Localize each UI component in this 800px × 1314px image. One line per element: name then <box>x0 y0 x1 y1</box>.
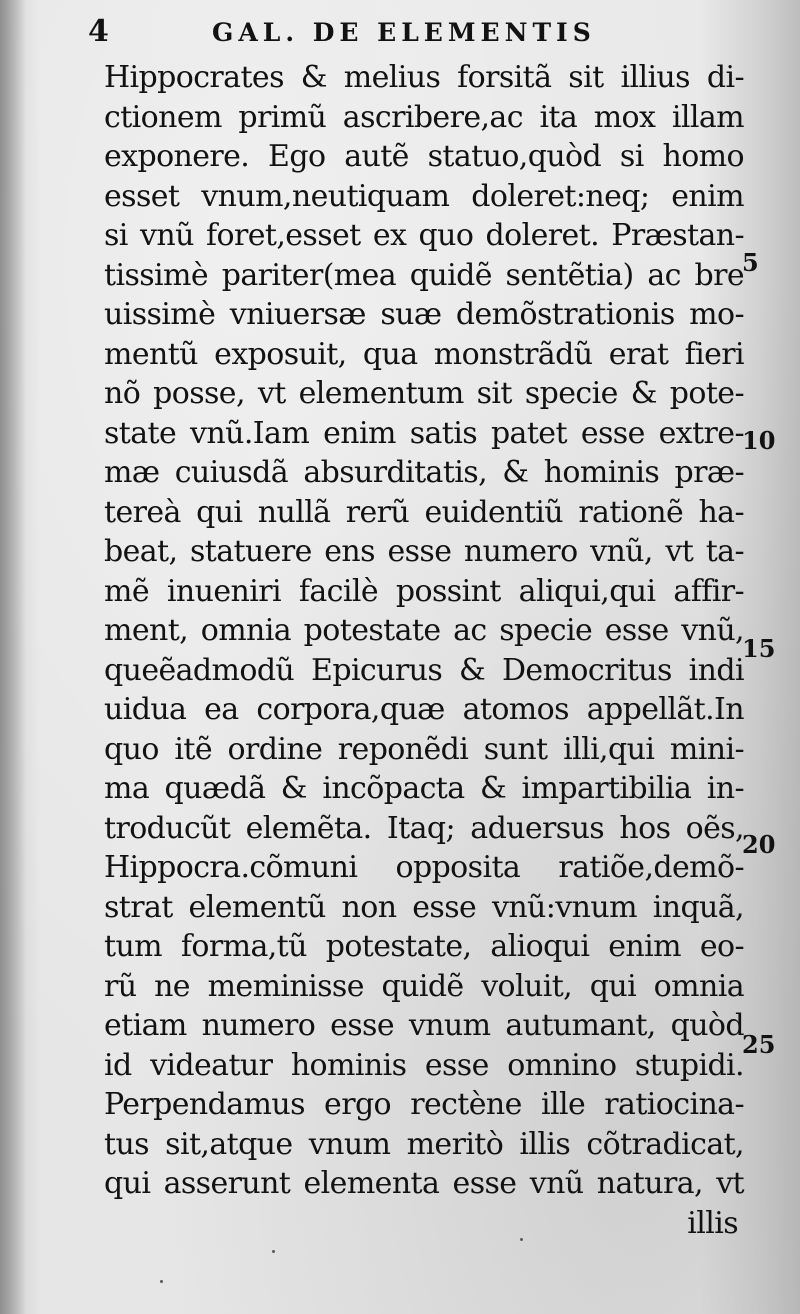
folio-number: 4 <box>88 14 109 49</box>
catchword: illis <box>687 1205 738 1241</box>
text-line: uissimè vniuersæ suæ demõstrationis mo- <box>104 297 744 332</box>
text-line: ctionem primũ ascribere,ac ita mox illam <box>104 99 744 135</box>
text-line: tereà qui nullã rerũ euidentiũ rationẽ ha- <box>104 494 744 530</box>
text-line: exponere. Ego autẽ statuo,quòd si homo <box>104 139 744 174</box>
text-line: ma quædã & incõpacta & impartibilia in- <box>104 771 744 806</box>
paper-speck <box>520 1238 523 1241</box>
text-line: ment, omnia potestate ac specie esse vnũ, <box>104 613 744 648</box>
text-line: uidua ea corpora,quæ atomos appellãt.In <box>104 692 744 727</box>
running-head: GAL. DE ELEMENTIS <box>212 18 596 47</box>
text-line: mẽ inueniri facilè possint aliqui,qui affir- <box>104 573 744 609</box>
text-line: id videatur hominis esse omnino stupidi. <box>104 1047 744 1083</box>
text-line: nõ posse, vt elementum sit specie & pote- <box>104 376 744 411</box>
text-line: tus sit,atque vnum meritò illis cõtradicat, <box>104 1126 744 1162</box>
text-line: queẽadmodũ Epicurus & Democritus indi <box>104 652 744 688</box>
text-block <box>104 58 744 1243</box>
margin-line-number: 15 <box>742 634 776 663</box>
text-line: quo itẽ ordine reponẽdi sunt illi,qui mini- <box>104 731 744 767</box>
text-line: si vnũ foret,esset ex quo doleret. Præstan- <box>104 218 744 253</box>
text-line: Hippocrates & melius forsitã sit illius di- <box>104 60 744 95</box>
text-line: qui asserunt elementa esse vnũ natura, vt <box>104 1166 744 1201</box>
paper-speck <box>160 1280 163 1283</box>
text-line: strat elementũ non esse vnũ:vnum inquã, <box>104 889 744 925</box>
page-header <box>88 14 728 54</box>
margin-line-number: 20 <box>742 830 776 859</box>
margin-line-number: 10 <box>742 426 776 455</box>
text-line: rũ ne meminisse quidẽ voluit, qui omnia <box>104 968 744 1004</box>
text-line: esset vnum,neutiquam doleret:neq; enim <box>104 178 744 214</box>
gutter-shadow <box>0 0 26 1314</box>
text-line: tum forma,tũ potestate, alioqui enim eo- <box>104 929 744 964</box>
margin-line-number: 5 <box>742 248 759 277</box>
text-line: etiam numero esse vnum autumant, quòd <box>104 1008 744 1043</box>
text-line: Hippocra.cõmuni opposita ratiõe,demõ- <box>104 850 744 885</box>
paper-speck <box>272 1250 275 1253</box>
text-line: mentũ exposuit, qua monstrãdũ erat fieri <box>104 336 744 372</box>
text-line: beat, statuere ens esse numero vnũ, vt ta- <box>104 534 744 569</box>
margin-line-number: 25 <box>742 1030 776 1059</box>
text-line: mæ cuiusdã absurditatis, & hominis præ- <box>104 455 744 490</box>
line-number-margin <box>738 0 800 1314</box>
text-line: troducũt elemẽta. Itaq; aduersus hos oẽs, <box>104 810 744 846</box>
text-line: state vnũ.Iam enim satis patet esse extre- <box>104 415 744 451</box>
text-line: tissimè pariter(mea quidẽ sentẽtia) ac bre <box>104 257 744 293</box>
text-line: Perpendamus ergo rectène ille ratiocina- <box>104 1087 744 1122</box>
